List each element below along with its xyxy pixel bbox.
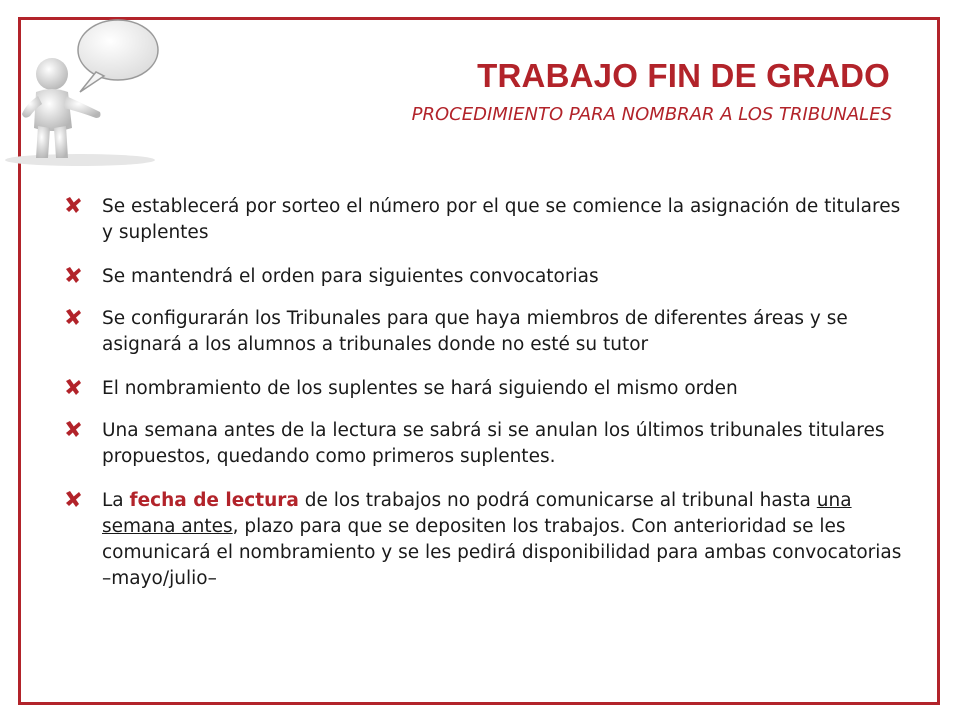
list-item-text: Se mantendrá el orden para siguientes convocatorias	[102, 266, 599, 287]
list-item-text: Se configurarán los Tribunales para que haya miembros de diferentes áreas y se asignará a los alumnos a tribunales donde no esté su tutor	[102, 308, 848, 355]
list-item	[64, 306, 914, 358]
speaking-figure-icon	[0, 8, 165, 168]
underlined-text: una semana antes	[102, 490, 852, 537]
x-mark-icon	[64, 308, 82, 326]
list-item-text: Una semana antes de la lectura se sabrá si se anulan los últimos tribunales titulares propuestos, quedando como primeros suplentes.	[102, 420, 885, 467]
highlighted-text: fecha de lectura	[129, 490, 299, 511]
list-item	[64, 264, 914, 290]
x-mark-icon	[64, 420, 82, 438]
list-item	[64, 376, 914, 402]
list-item	[64, 418, 914, 470]
list-item-text: El nombramiento de los suplentes se hará siguiendo el mismo orden	[102, 378, 738, 399]
list-item	[64, 488, 914, 592]
x-mark-icon	[64, 196, 82, 214]
bullet-list	[64, 194, 914, 610]
page-title: TRABAJO FIN DE GRADO	[477, 57, 890, 94]
list-item	[64, 194, 914, 246]
list-item-text-start: La	[102, 490, 130, 511]
list-item-text-middle: de los trabajos no podrá comunicarse al tribunal hasta	[298, 490, 817, 511]
list-item-text-end: , plazo para que se depositen los trabajos. Con anterioridad se les comunicará el nombramiento y se les pedirá disponibilidad para ambas convocatorias –mayo/julio–	[102, 516, 902, 589]
x-mark-icon	[64, 490, 82, 508]
x-mark-icon	[64, 266, 82, 284]
list-item-text: Se establecerá por sorteo el número por el que se comience la asignación de titulares y suplentes	[102, 196, 901, 243]
x-mark-icon	[64, 378, 82, 396]
page-subtitle: PROCEDIMIENTO PARA NOMBRAR A LOS TRIBUNALES	[411, 104, 892, 125]
